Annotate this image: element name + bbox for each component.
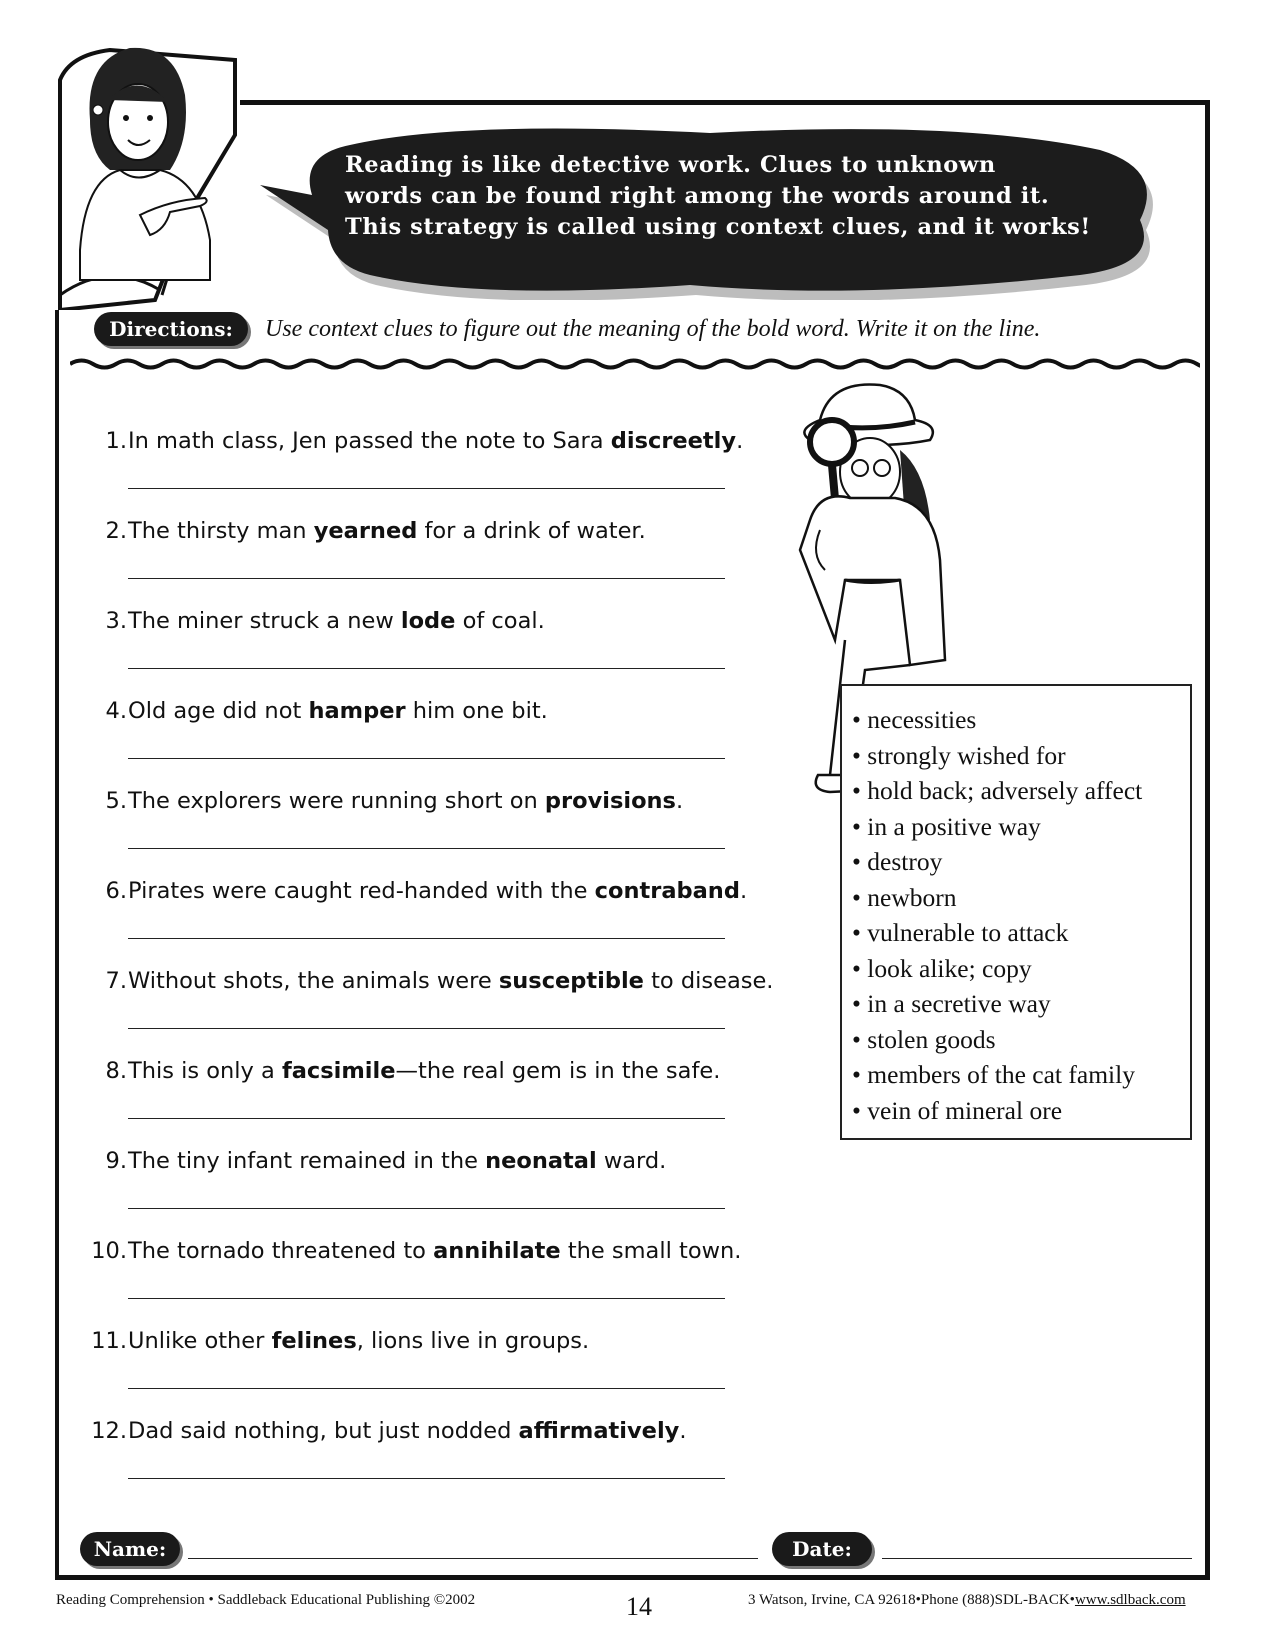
question-text-before: The miner struck a new [128,608,401,634]
question-number: 2. [105,518,127,544]
question-text-after: of coal. [455,608,545,634]
word-bank-item: • strongly wished for [852,740,1066,770]
footer-website-link[interactable]: www.sdlback.com [1074,1592,1186,1608]
question-text-after: for a drink of water. [417,518,646,544]
bold-vocabulary-word: discreetly [610,428,737,454]
word-bank-item: • destroy [852,847,943,876]
girl-illustration-icon [50,40,250,310]
bold-vocabulary-word: provisions [544,788,676,814]
word-bank-item: • look alike; copy [852,953,1032,983]
question-text [128,788,683,814]
question-text [128,698,548,724]
question-text-after: . [736,428,744,454]
bold-vocabulary-word: susceptible [498,968,644,994]
question-number: 9. [105,1148,127,1174]
word-bank-item: • in a positive way [852,811,1041,841]
directions-text: Use context clues to figure out the meaning of the bold word. Write it on the line. [265,316,1041,342]
question-number: 5. [105,788,127,814]
word-bank-item: • stolen goods [852,1024,996,1054]
bold-vocabulary-word: hamper [308,698,406,724]
answer-line[interactable] [128,1388,725,1389]
question-text-before: The explorers were running short on [128,788,545,814]
word-bank-item: • members of the cat family [852,1060,1135,1089]
question-text-before: Without shots, the animals were [128,968,499,994]
answer-line[interactable] [128,1118,725,1119]
question-text-before: In math class, Jen passed the note to Sara [128,428,611,454]
question-text-after: —the real gem is in the safe. [395,1058,721,1084]
question-text-before: Dad said nothing, but just nodded [128,1418,519,1444]
question-number: 8. [105,1058,127,1084]
answer-line[interactable] [128,1208,725,1209]
question-text-before: Pirates were caught red-handed with the [128,878,595,904]
bold-vocabulary-word: annihilate [433,1238,561,1264]
answer-line[interactable] [128,1478,725,1479]
bold-vocabulary-word: affirmatively [518,1418,680,1444]
question-number: 3. [105,608,127,634]
word-bank [840,684,1192,1140]
question-number: 1. [105,428,127,454]
answer-line[interactable] [128,1298,725,1299]
answer-line[interactable] [128,848,725,849]
bubble-line: words can be found right among the words around it. [345,183,1050,209]
question-text-before: The tornado threatened to [128,1238,434,1264]
question-text [128,608,545,634]
question-text-after: . [739,878,748,904]
answer-line[interactable] [128,578,725,579]
word-bank-item: • vein of mineral ore [852,1095,1063,1125]
question-text-after: to disease. [643,968,774,994]
word-bank-item: • newborn [852,882,957,912]
question-number: 12. [91,1418,127,1444]
answer-line[interactable] [128,758,725,759]
bold-vocabulary-word: neonatal [485,1148,597,1174]
question-number: 11. [91,1328,127,1354]
question-text [128,1058,720,1084]
directions-label: Directions: [94,312,248,346]
date-label: Date: [772,1532,872,1566]
question-text-before: Old age did not [128,698,309,724]
word-bank-item: • hold back; adversely affect [852,776,1143,805]
question-text [128,1238,741,1264]
question-text [128,968,773,994]
answer-line[interactable] [128,938,725,939]
word-bank-item: • vulnerable to attack [852,918,1069,947]
answer-line[interactable] [128,1028,725,1029]
question-number: 6. [105,878,127,904]
bold-vocabulary-word: contraband [594,878,740,904]
bold-vocabulary-word: lode [400,608,456,634]
bold-vocabulary-word: yearned [313,518,418,544]
bold-vocabulary-word: felines [271,1328,357,1354]
question-text-after: ward. [596,1148,667,1174]
question-text-before: This is only a [128,1058,282,1084]
question-number: 7. [105,968,127,994]
bubble-line: Reading is like detective work. Clues to unknown [345,152,996,178]
speech-bubble-text [345,150,1165,243]
question-number: 4. [105,698,127,724]
question-text [128,428,743,454]
question-text [128,1328,589,1354]
question-text-after: . [679,1418,687,1444]
footer-publisher: Reading Comprehension • Saddleback Educational Publishing ©2002 [56,1592,476,1608]
name-label: Name: [80,1532,180,1566]
name-input-line[interactable] [188,1558,758,1559]
question-number: 10. [91,1238,127,1264]
answer-line[interactable] [128,668,725,669]
word-bank-item: • necessities [852,705,977,734]
question-text [128,1148,666,1174]
footer-address: 3 Watson, Irvine, CA 92618•Phone (888)SDL-BACK• [748,1592,1075,1608]
question-text [128,518,646,544]
question-text-after: him one bit. [405,698,548,724]
word-bank-item: • in a secretive way [852,989,1051,1018]
date-input-line[interactable] [882,1558,1192,1559]
page-number: 14 [626,1592,652,1621]
question-text [128,1418,686,1444]
question-text-before: The tiny infant remained in the [128,1148,486,1174]
question-text [128,878,747,904]
bold-vocabulary-word: facsimile [281,1058,396,1084]
bubble-line: This strategy is called using context clues, and it works! [345,214,1091,240]
footer-contact [748,1592,1186,1609]
question-text-after: . [675,788,684,814]
answer-line[interactable] [128,488,725,489]
wavy-divider [70,350,1200,374]
question-text-before: The thirsty man [128,518,314,544]
question-text-before: Unlike other [128,1328,272,1354]
question-text-after: , lions live in groups. [356,1328,590,1354]
question-text-after: the small town. [560,1238,742,1264]
